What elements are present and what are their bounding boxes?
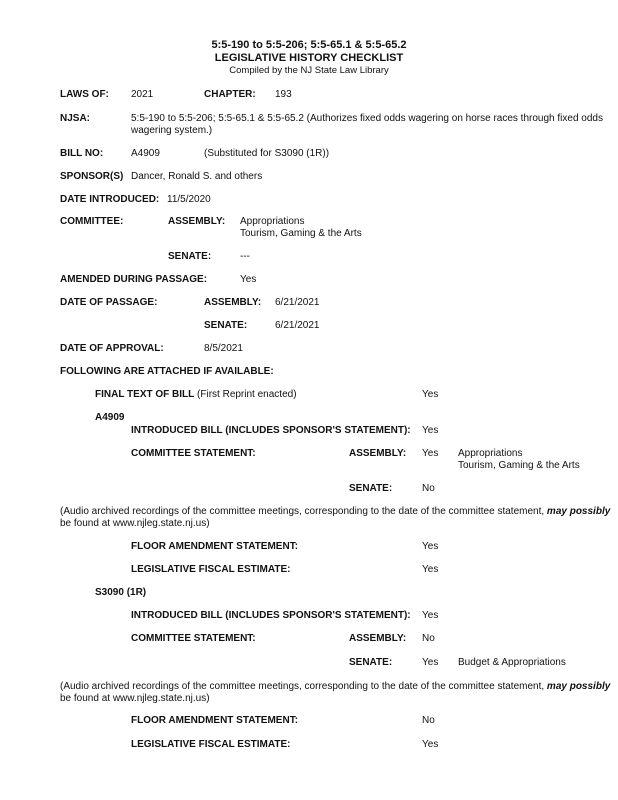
amended-value: Yes: [240, 274, 257, 285]
s3090-assembly-value: No: [422, 633, 435, 644]
laws-of-value: 2021: [131, 89, 154, 100]
a4909-introduced-label: INTRODUCED BILL (INCLUDES SPONSOR'S STATEMENT):: [131, 425, 411, 436]
passage-label: DATE OF PASSAGE:: [60, 297, 158, 308]
final-text-row: [95, 389, 297, 401]
passage-senate-value: 6/21/2021: [275, 320, 320, 331]
s3090-senate-label: SENATE:: [349, 657, 393, 668]
audio-note-1-line2: be found at www.njleg.state.nj.us): [60, 518, 210, 529]
a4909-assembly-committee-1: Appropriations: [458, 448, 523, 459]
audio-note-2-emphasis: may possibly: [546, 681, 611, 692]
a4909-heading: A4909: [95, 412, 125, 423]
audio-note-1-text: (Audio archived recordings of the committee meetings, corresponding to the date of the committee statement,: [60, 506, 547, 517]
a4909-floor-label: FLOOR AMENDMENT STATEMENT:: [131, 541, 299, 552]
s3090-senate-value: Yes: [422, 657, 439, 668]
committee-assembly-label: ASSEMBLY:: [168, 216, 226, 227]
sponsors-value: Dancer, Ronald S. and others: [131, 171, 263, 182]
amended-label: AMENDED DURING PASSAGE:: [60, 274, 208, 285]
a4909-introduced-value: Yes: [422, 425, 439, 436]
a4909-assembly-committee-2: Tourism, Gaming & the Arts: [458, 460, 580, 471]
njsa-value-line2: wagering system.): [131, 125, 213, 136]
bill-no-value: A4909: [131, 148, 160, 159]
final-text-value: Yes: [422, 389, 439, 400]
audio-note-2-line2: be found at www.njleg.state.nj.us): [60, 693, 210, 704]
final-text-note: (First Reprint enacted): [194, 389, 297, 400]
bill-no-note: (Substituted for S3090 (1R)): [204, 148, 330, 159]
s3090-introduced-label: INTRODUCED BILL (INCLUDES SPONSOR'S STATEMENT):: [131, 610, 411, 621]
s3090-heading: S3090 (1R): [95, 587, 147, 598]
s3090-committee-label: COMMITTEE STATEMENT:: [131, 633, 256, 644]
audio-note-2-text: (Audio archived recordings of the committee meetings, corresponding to the date of the committee statement,: [60, 681, 547, 692]
approval-value: 8/5/2021: [204, 343, 243, 354]
a4909-assembly-label: ASSEMBLY:: [349, 448, 407, 459]
following-heading: FOLLOWING ARE ATTACHED IF AVAILABLE:: [60, 366, 274, 377]
laws-of-label: LAWS OF:: [60, 89, 109, 100]
date-introduced-value: 11/5/2020: [167, 194, 211, 205]
approval-label: DATE OF APPROVAL:: [60, 343, 164, 354]
committee-senate-value: ---: [240, 251, 250, 262]
s3090-assembly-label: ASSEMBLY:: [349, 633, 407, 644]
a4909-senate-value: No: [422, 483, 435, 494]
a4909-assembly-value: Yes: [422, 448, 439, 459]
s3090-senate-committee: Budget & Appropriations: [458, 657, 566, 668]
page-title: 5:5-190 to 5:5-206; 5:5-65.1 & 5:5-65.2: [211, 39, 407, 51]
s3090-fiscal-value: Yes: [422, 739, 439, 750]
audio-note-1-emphasis: may possibly: [546, 506, 611, 517]
page-subtitle: LEGISLATIVE HISTORY CHECKLIST: [214, 52, 404, 64]
chapter-label: CHAPTER:: [204, 89, 256, 100]
njsa-value-line1: 5:5-190 to 5:5-206; 5:5-65.1 & 5:5-65.2 (Authorizes fixed odds wagering on horse races through fixed odds: [131, 113, 603, 124]
committee-assembly-value-2: Tourism, Gaming & the Arts: [240, 228, 362, 239]
a4909-fiscal-label: LEGISLATIVE FISCAL ESTIMATE:: [131, 564, 291, 575]
s3090-floor-label: FLOOR AMENDMENT STATEMENT:: [131, 715, 299, 726]
s3090-fiscal-label: LEGISLATIVE FISCAL ESTIMATE:: [131, 739, 291, 750]
a4909-committee-label: COMMITTEE STATEMENT:: [131, 448, 256, 459]
s3090-introduced-value: Yes: [422, 610, 439, 621]
compiled-by: Compiled by the NJ State Law Library: [229, 65, 389, 76]
a4909-senate-label: SENATE:: [349, 483, 393, 494]
passage-senate-label: SENATE:: [204, 320, 248, 331]
passage-assembly-value: 6/21/2021: [275, 297, 320, 308]
date-introduced-label: DATE INTRODUCED:: [60, 194, 160, 205]
final-text-label: FINAL TEXT OF BILL: [95, 389, 195, 400]
committee-assembly-value-1: Appropriations: [240, 216, 305, 227]
passage-assembly-label: ASSEMBLY:: [204, 297, 262, 308]
committee-senate-label: SENATE:: [168, 251, 212, 262]
chapter-value: 193: [275, 89, 292, 100]
bill-no-label: BILL NO:: [60, 148, 104, 159]
a4909-fiscal-value: Yes: [422, 564, 439, 575]
a4909-floor-value: Yes: [422, 541, 439, 552]
sponsors-label: SPONSOR(S): [60, 171, 124, 182]
s3090-floor-value: No: [422, 715, 435, 726]
committee-label: COMMITTEE:: [60, 216, 124, 227]
njsa-label: NJSA:: [60, 113, 91, 124]
audio-note-1-line1: [60, 506, 610, 518]
audio-note-2-line1: [60, 681, 610, 693]
